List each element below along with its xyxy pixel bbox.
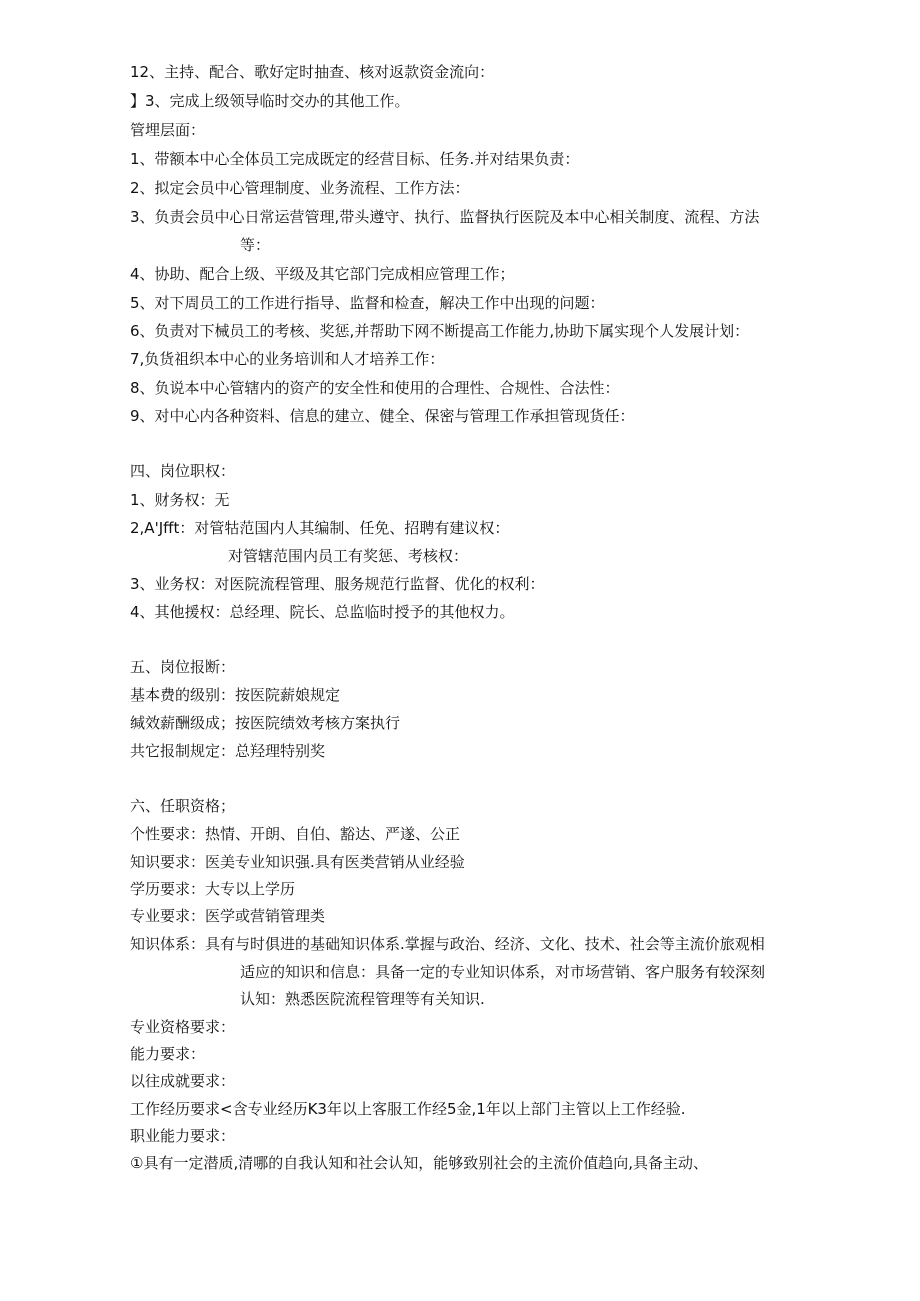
text-line: 适应的知识和信息：具备一定的专业知识体系，对市场营销、客户服务有较深刻 — [240, 963, 766, 981]
text-line: 6、负责对下械员工的考核、奖惩,并帮助下网不断提高工作能力,协助下属实现个人发展计划： — [130, 322, 750, 340]
text-line: 8、负说本中心管辖内的资产的安全性和使用的合理性、合规性、合法性： — [130, 379, 620, 397]
text-line: 知识要求：医美专业知识强.具有医类营销从业经验 — [130, 853, 465, 871]
section-heading: 四、岗位职权： — [130, 462, 236, 480]
text-line: ①具有一定潜质,清哪的自我认知和社会认知，能够致别社会的主流价值趋向,具备主动、 — [130, 1154, 708, 1172]
text-line: 管埋层面： — [130, 121, 206, 139]
text-line: 基本费的级别：按医院薪娘规定 — [130, 686, 341, 704]
text-line: 认知：熟悉医院流程管理等有关知识. — [240, 990, 485, 1008]
text-line: 能力要求： — [130, 1045, 206, 1063]
text-line: 5、对下周员工的工作进行指导、监督和检查，解决工作中出现的问题： — [130, 294, 605, 312]
text-line: 共它报制规定：总羟理特别奖 — [130, 742, 326, 760]
text-line: 缄效薪酬级成；按医院绩效考核方案执行 — [130, 714, 401, 732]
text-line: 2,A'Jfft：对管牯范国内人其编制、任免、招聘有建议权： — [130, 519, 510, 537]
text-line: 4、其他援权：总经理、院长、总监临时授予的其他权力。 — [130, 603, 515, 621]
section-heading: 六、任职资格； — [130, 797, 236, 815]
text-line: 专业资格要求： — [130, 1018, 236, 1036]
text-line: 等： — [240, 236, 271, 254]
text-line: 工作经历要求<含专业经历K3年以上客服工作经5金,1年以上部门主管以上工作经验. — [130, 1100, 686, 1118]
section-heading: 五、岗位报断： — [130, 658, 236, 676]
text-line: 】3、完成上级领导临时交办的其他工作。 — [130, 92, 410, 110]
text-line: 对管辖范围内员工有奖惩、考核权： — [228, 547, 469, 565]
text-line: 2、拟定会员中心管理制度、业务流程、工作方法： — [130, 179, 470, 197]
text-line: 7,负货祖织本中心的业务培训和人才培养工作： — [130, 350, 445, 368]
text-line: 12、主持、配合、歌好定时抽查、核对返款资金流向： — [130, 63, 495, 81]
text-line: 3、负责会员中心日常运营管理,带头遵守、执行、监督执行医院及本中心相关制度、流程、方法 — [130, 208, 760, 226]
text-line: 以往成就要求： — [130, 1072, 236, 1090]
text-line: 专业要求：医学或营销管理类 — [130, 907, 326, 925]
text-line: 1、带额本中心全体员工完成既定的经营目标、任务.并对结果负责： — [130, 150, 580, 168]
text-line: 4、协助、配合上级、平级及其它部门完成相应管理工作； — [130, 265, 515, 283]
text-line: 3、业务权：对医院流程管理、服务规范行监督、优化的权利： — [130, 575, 545, 593]
text-line: 9、对中心内各种资料、信息的建立、健全、保密与管理工作承担管现货任： — [130, 407, 635, 425]
text-line: 学历要求：大专以上学历 — [130, 880, 296, 898]
text-line: 知识体系：具有与时俱进的基础知识体系.掌握与政治、经济、文化、技术、社会等主流价旅观相 — [130, 935, 765, 953]
text-line: 1、财务权：无 — [130, 491, 230, 509]
text-line: 个性要求：热情、开朗、自伯、豁达、严遂、公正 — [130, 825, 461, 843]
text-line: 职业能力要求： — [130, 1127, 236, 1145]
